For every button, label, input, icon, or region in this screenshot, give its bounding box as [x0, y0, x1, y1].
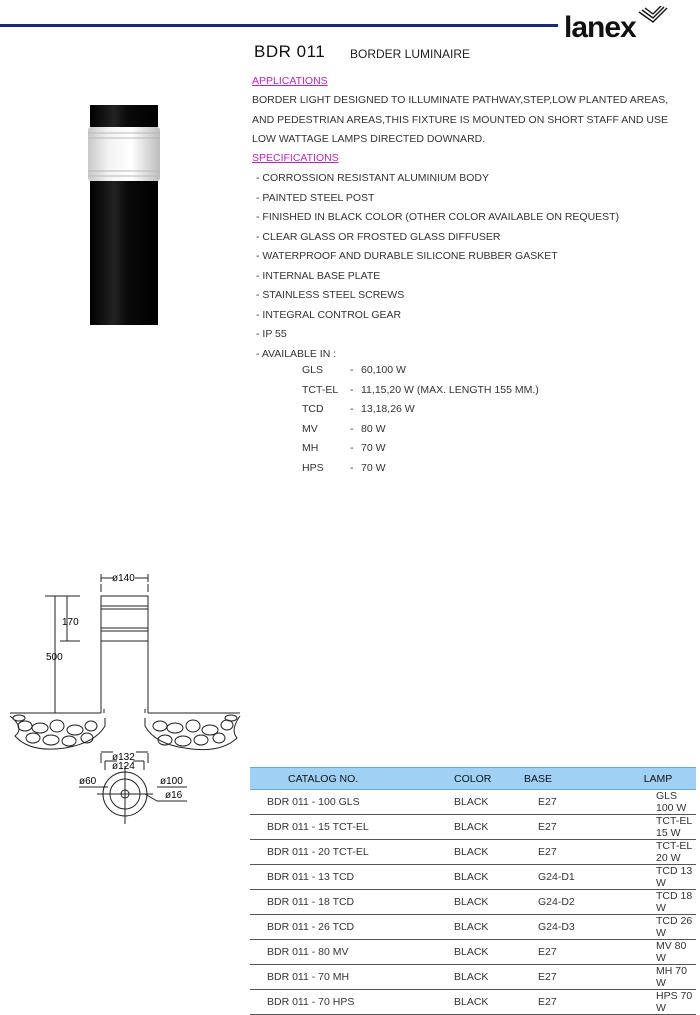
table-row: [250, 790, 696, 815]
applications-line: LOW WATTAGE LAMPS DIRECTED DOWNARD.: [252, 133, 486, 145]
cell-catalog-no: BDR 011 - 18 TCD: [250, 890, 454, 915]
dim-base-100: ø100: [160, 776, 183, 787]
table-row: [250, 915, 696, 940]
applications-text: [252, 91, 697, 150]
lamp-rating: 11,15,20 W (MAX. LENGTH 155 MM.): [361, 383, 539, 396]
cell-catalog-no: BDR 011 - 20 TCT-EL: [250, 840, 454, 865]
lamp-rating: 13,18,26 W: [361, 403, 415, 415]
logo-wing-icon: [639, 6, 667, 22]
dim-base-16: ø16: [165, 790, 183, 801]
cell-catalog-no: BDR 011 - 80 MV: [250, 940, 454, 965]
product-model: BDR 011: [254, 42, 326, 61]
lamp-options: [302, 361, 539, 478]
spec-item: - CORROSSION RESISTANT ALUMINIUM BODY: [256, 172, 489, 184]
lamp-type: MH: [302, 442, 319, 454]
cell-base: E27: [524, 940, 620, 965]
cell-base: G24-D2: [524, 890, 620, 915]
dim-top-diameter: ø140: [112, 573, 135, 584]
cell-lamp: GLS 100 W: [620, 790, 696, 815]
cell-lamp: TCD 18 W: [620, 890, 696, 915]
logo-text: lanex: [564, 11, 636, 44]
applications-line: BORDER LIGHT DESIGNED TO ILLUMINATE PATHWAY,STEP,LOW PLANTED AREAS,: [252, 94, 669, 106]
product-subtitle: BORDER LUMINAIRE: [350, 47, 471, 61]
spec-item: - INTEGRAL CONTROL GEAR: [256, 308, 402, 321]
cell-lamp: TCT-EL 20 W: [620, 840, 696, 865]
lamp-type: HPS: [302, 461, 324, 474]
cell-color: BLACK: [454, 840, 524, 865]
cell-lamp: MH 70 W: [620, 965, 696, 990]
spec-item: - STAINLESS STEEL SCREWS: [256, 289, 405, 301]
cell-color: BLACK: [454, 915, 524, 940]
table-row: [250, 890, 696, 915]
spec-item: - INTERNAL BASE PLATE: [256, 269, 381, 282]
spec-item: - IP 55: [256, 328, 287, 340]
lamp-option: [302, 381, 539, 401]
specifications-list: [256, 169, 619, 364]
lamp-dash: -: [350, 461, 354, 474]
lamp-rating: 70 W: [361, 461, 386, 474]
lamp-option: [302, 361, 539, 381]
product-photo: [88, 105, 162, 325]
dim-base-124: ø124: [112, 761, 135, 772]
dim-base-60: ø60: [79, 776, 97, 787]
table-row: [250, 865, 696, 890]
lamp-dash: -: [350, 364, 354, 376]
cell-lamp: MV 80 W: [620, 940, 696, 965]
lanex-logo: [563, 6, 673, 44]
cell-catalog-no: BDR 011 - 70 MH: [250, 965, 454, 990]
lamp-option: [302, 420, 539, 440]
dim-base-132: ø132: [112, 752, 135, 763]
cell-catalog-no: BDR 011 - 70 HPS: [250, 990, 454, 1015]
cell-color: BLACK: [454, 940, 524, 965]
cell-catalog-no: BDR 011 - 13 TCD: [250, 865, 454, 890]
cell-catalog-no: BDR 011 - 100 GLS: [250, 790, 454, 815]
col-color: COLOR: [454, 768, 524, 790]
lamp-dash: -: [350, 403, 354, 415]
lamp-type: TCD: [302, 403, 324, 415]
cell-color: BLACK: [454, 815, 524, 840]
lamp-dash: -: [350, 383, 354, 396]
spec-item: - AVAILABLE IN :: [256, 347, 337, 360]
lamp-dash: -: [350, 442, 354, 454]
table-row: [250, 990, 696, 1015]
col-base: BASE: [524, 768, 620, 790]
spec-item: - WATERPROOF AND DURABLE SILICONE RUBBER GASKET: [256, 250, 558, 262]
lamp-type: TCT-EL: [302, 383, 339, 396]
cell-catalog-no: BDR 011 - 26 TCD: [250, 915, 454, 940]
table-row: [250, 840, 696, 865]
spec-item: - PAINTED STEEL POST: [256, 191, 375, 204]
catalog-table: [250, 767, 696, 1015]
applications-line: AND PEDESTRIAN AREAS,THIS FIXTURE IS MOUNTED ON SHORT STAFF AND USE: [252, 113, 668, 126]
cell-base: E27: [524, 840, 620, 865]
cell-catalog-no: BDR 011 - 15 TCT-EL: [250, 815, 454, 840]
cell-base: G24-D3: [524, 915, 620, 940]
dim-head-height: 170: [62, 617, 79, 628]
table-row: [250, 815, 696, 840]
spec-item: - CLEAR GLASS OR FROSTED GLASS DIFFUSER: [256, 230, 501, 243]
lamp-option: [302, 400, 539, 420]
lamp-rating: 70 W: [361, 442, 386, 454]
lamp-type: MV: [302, 422, 318, 435]
col-catalog-no: CATALOG NO.: [250, 768, 454, 790]
table-row: [250, 940, 696, 965]
specifications-heading: SPECIFICATIONS: [252, 152, 339, 164]
cell-color: BLACK: [454, 990, 524, 1015]
applications-heading: APPLICATIONS: [252, 75, 328, 87]
cell-lamp: TCD 13 W: [620, 865, 696, 890]
lamp-option: [302, 439, 539, 459]
cell-base: G24-D1: [524, 865, 620, 890]
header-rule: [0, 24, 558, 27]
cell-color: BLACK: [454, 965, 524, 990]
cell-color: BLACK: [454, 890, 524, 915]
spec-item: - FINISHED IN BLACK COLOR (OTHER COLOR AVAILABLE ON REQUEST): [256, 211, 620, 223]
cell-color: BLACK: [454, 790, 524, 815]
lamp-dash: -: [350, 422, 354, 435]
lamp-rating: 60,100 W: [361, 364, 406, 376]
cell-lamp: TCD 26 W: [620, 915, 696, 940]
cell-lamp: TCT-EL 15 W: [620, 815, 696, 840]
technical-drawing: [5, 568, 245, 833]
cell-color: BLACK: [454, 865, 524, 890]
lamp-type: GLS: [302, 364, 324, 376]
col-lamp: LAMP: [620, 768, 696, 790]
cell-base: E27: [524, 965, 620, 990]
lamp-rating: 80 W: [361, 422, 386, 435]
cell-base: E27: [524, 815, 620, 840]
cell-base: E27: [524, 790, 620, 815]
catalog-header-row: [250, 768, 696, 790]
cell-base: E27: [524, 990, 620, 1015]
table-row: [250, 965, 696, 990]
lamp-option: [302, 459, 539, 479]
cell-lamp: HPS 70 W: [620, 990, 696, 1015]
dim-total-height: 500: [46, 652, 63, 663]
